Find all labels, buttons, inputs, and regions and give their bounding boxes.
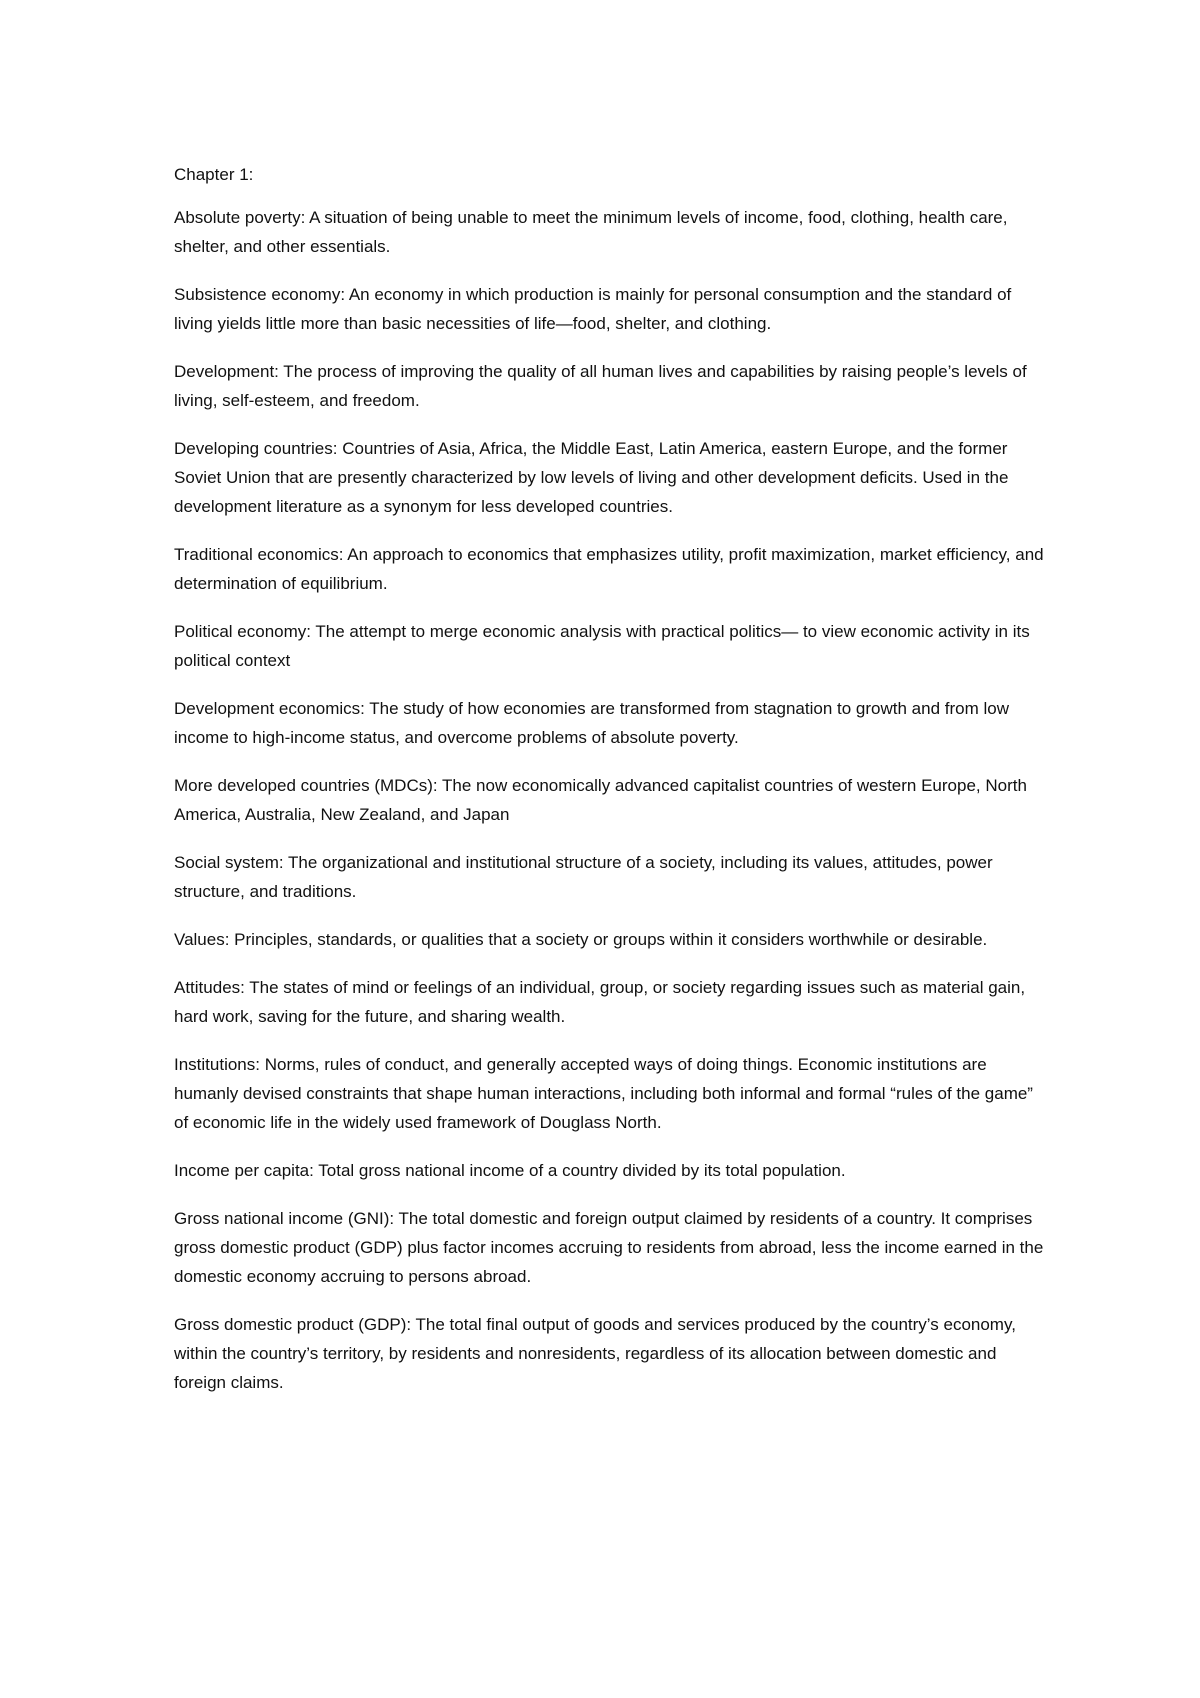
chapter-heading: Chapter 1: xyxy=(174,165,254,184)
definition-institutions: Institutions: Norms, rules of conduct, and generally accepted ways of doing things. Economic institutions are humanly devised constraints that shape human interactions, including both informal and formal “rules of the game” of economic life in the widely used framework of Douglass North. xyxy=(174,1055,1033,1132)
definition-social-system: Social system: The organizational and institutional structure of a society, including its values, attitudes, power structure, and traditions. xyxy=(174,853,993,901)
definition-attitudes: Attitudes: The states of mind or feelings of an individual, group, or society regarding issues such as material gain, hard work, saving for the future, and sharing wealth. xyxy=(174,978,1026,1026)
definition-subsistence-economy: Subsistence economy: An economy in which production is mainly for personal consumption and the standard of living yields little more than basic necessities of life—food, shelter, and clothing. xyxy=(174,285,1012,333)
definition-absolute-poverty: Absolute poverty: A situation of being unable to meet the minimum levels of income, food, clothing, health care, shelter, and other essentials. xyxy=(174,208,1008,256)
definition-values: Values: Principles, standards, or qualities that a society or groups within it considers worthwhile or desirable. xyxy=(174,930,988,949)
document-body xyxy=(174,160,1044,1416)
definition-more-developed-countries: More developed countries (MDCs): The now economically advanced capitalist countries of western Europe, North America, Australia, New Zealand, and Japan xyxy=(174,776,1027,824)
definition-development: Development: The process of improving the quality of all human lives and capabilities by raising people’s levels of living, self-esteem, and freedom. xyxy=(174,362,1027,410)
definition-traditional-economics: Traditional economics: An approach to economics that emphasizes utility, profit maximization, market efficiency, and determination of equilibrium. xyxy=(174,545,1044,593)
definition-political-economy: Political economy: The attempt to merge economic analysis with practical politics— to view economic activity in its political context xyxy=(174,622,1030,670)
definition-developing-countries: Developing countries: Countries of Asia, Africa, the Middle East, Latin America, eastern Europe, and the former Soviet Union that are presently characterized by low levels of living and other development deficits. Used in the development literature as a synonym for less developed countries. xyxy=(174,439,1009,516)
definition-development-economics: Development economics: The study of how economies are transformed from stagnation to growth and from low income to high-income status, and overcome problems of absolute poverty. xyxy=(174,699,1009,747)
definition-gross-domestic-product: Gross domestic product (GDP): The total final output of goods and services produced by the country’s economy, within the country’s territory, by residents and nonresidents, regardless of its allocation between domestic and foreign claims. xyxy=(174,1315,1016,1392)
definition-income-per-capita: Income per capita: Total gross national income of a country divided by its total population. xyxy=(174,1161,846,1180)
definition-gross-national-income: Gross national income (GNI): The total domestic and foreign output claimed by residents of a country. It comprises gross domestic product (GDP) plus factor incomes accruing to residents from abroad, less the income earned in the domestic economy accruing to persons abroad. xyxy=(174,1209,1044,1286)
